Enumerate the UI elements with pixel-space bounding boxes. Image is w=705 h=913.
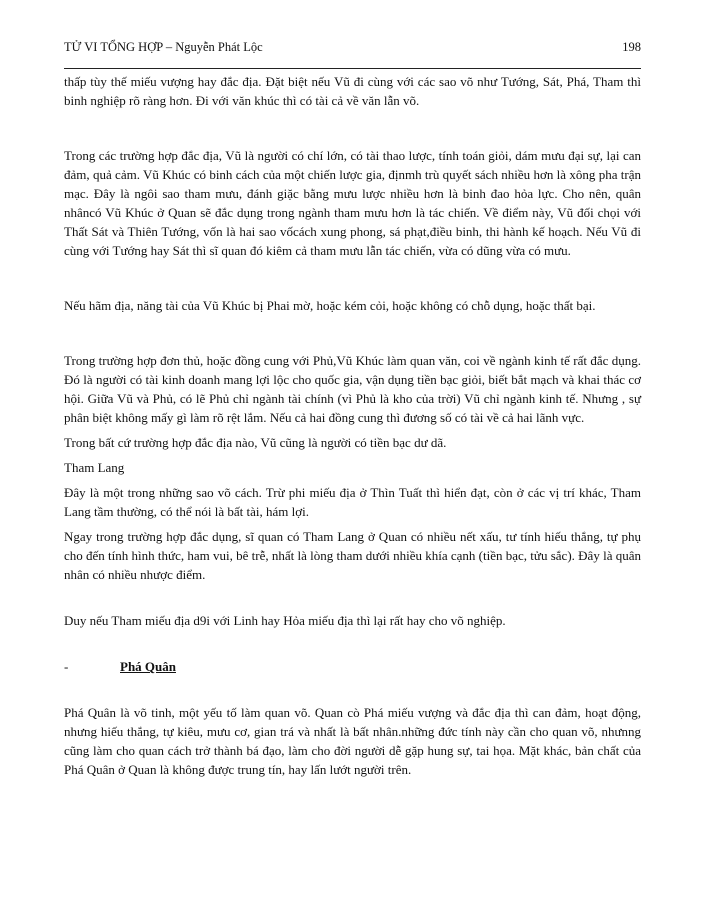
book-title: TỬ VI TỔNG HỢP – Nguyễn Phát Lộc [64,40,263,54]
paragraph: Trong các trường hợp đắc địa, Vũ là người có chí lớn, có tài thao lược, tính toán giỏi, dám mưu đại sự, lại can đảm, quả cảm. Vũ Khúc có binh cách của một chiến lược gia, địnmh trù quyết sách nhiều hơn là xông pha trận mạc. Đây là ngôi sao tham mưu, đánh giặc bằng mưu lược nhiều hơn là binh đao hỏa lực. Cho nên, quân nhâncó Vũ Khúc ở Quan sẽ đắc dụng trong ngành tham mưu hơn là tác chiến. Về điểm này, Vũ đối chọi với Thất Sát và Thiên Tướng, vốn là hai sao vốcách xung phong, sá phạt,điều binh, thi hành kế hoạch. Nếu Vũ đi cùng với Tướng hay Sát thì sĩ quan đó kiêm cả tham mưu lẫn tác chiến, vừa có dũng vừa có mưu. [64,148,641,258]
paragraph: Đây là một trong những sao võ cách. Trừ phi miếu địa ở Thìn Tuất thì hiển đạt, còn ở các vị trí khác, Tham Lang tầm thường, có thể nói là bất tài, hám lợi. [64,485,641,519]
paragraph: Trong bất cứ trường hợp đắc địa nào, Vũ cũng là người có tiền bạc dư dã. [64,435,447,450]
paragraph: Nếu hãm địa, năng tài của Vũ Khúc bị Phai mờ, hoặc kém cỏi, hoặc không có chỗ dụng, hoặc thất bại. [64,298,596,313]
section-heading-pha-quan [64,657,641,676]
header-divider [64,68,641,69]
page-body [64,72,641,779]
list-dash: - [64,659,69,674]
section-heading-text: Phá Quân [120,659,176,674]
subheading-tham-lang: Tham Lang [64,460,125,475]
paragraph: Trong trường hợp đơn thủ, hoặc đồng cung với Phủ,Vũ Khúc làm quan văn, coi về ngành kinh tế rất đắc dụng. Đó là người có tài kinh doanh mang lợi lộc cho quốc gia, vận dụng tiền bạc giỏi, biết bắt mạch và khai thác cơ hội. Giữa Vũ và Phủ, có lẽ Phủ chỉ ngành tài chính (vì Phủ là kho của trời) Vũ chỉ ngành kinh tế. Nhưng , sự phân biệt không mấy gì làm rõ rệt lắm. Nếu cả hai đồng cung thì đương số có tài về cả hai lãnh vực. [64,353,641,425]
paragraph: Duy nếu Tham miếu địa d9i với Linh hay Hỏa miếu địa thì lại rất hay cho võ nghiệp. [64,613,506,628]
page-header [64,40,641,58]
page-number: 198 [622,40,641,54]
paragraph: Phá Quân là võ tinh, một yếu tố làm quan võ. Quan cò Phá miếu vượng và đắc địa thì can đảm, hoạt động, nhưng hiếu thắng, tự kiêu, mưu cơ, gian trá và nhất là bất nhân.những đức tính này cần cho quan võ, nhưnng cũng làm cho quan cách trở thành bá đạo, làm cho đời người dễ gặp hung sự, tai họa. Mặt khác, bản chất của Phá Quân ở Quan là không được trung tín, hay lấn lướt người trên. [64,705,641,777]
paragraph: Ngay trong trường hợp đắc dụng, sĩ quan có Tham Lang ở Quan có nhiều nết xấu, tư tính hiếu thắng, tự phụ cho đến tính hình thức, ham vui, bê trễ, nhất là lòng tham dưới nhiều khía cạnh (tiền bạc, tửu sắc). Đây là quân nhân có nhiều nhược điểm. [64,529,641,582]
paragraph: thấp tùy thế miếu vượng hay đắc địa. Đặt biệt nếu Vũ đi cùng với các sao võ như Tướng, Sát, Phá, Tham thì binh nghiệp rõ ràng hơn. Đi với văn khúc thì có tài cả về văn lẫn võ. [64,74,641,108]
